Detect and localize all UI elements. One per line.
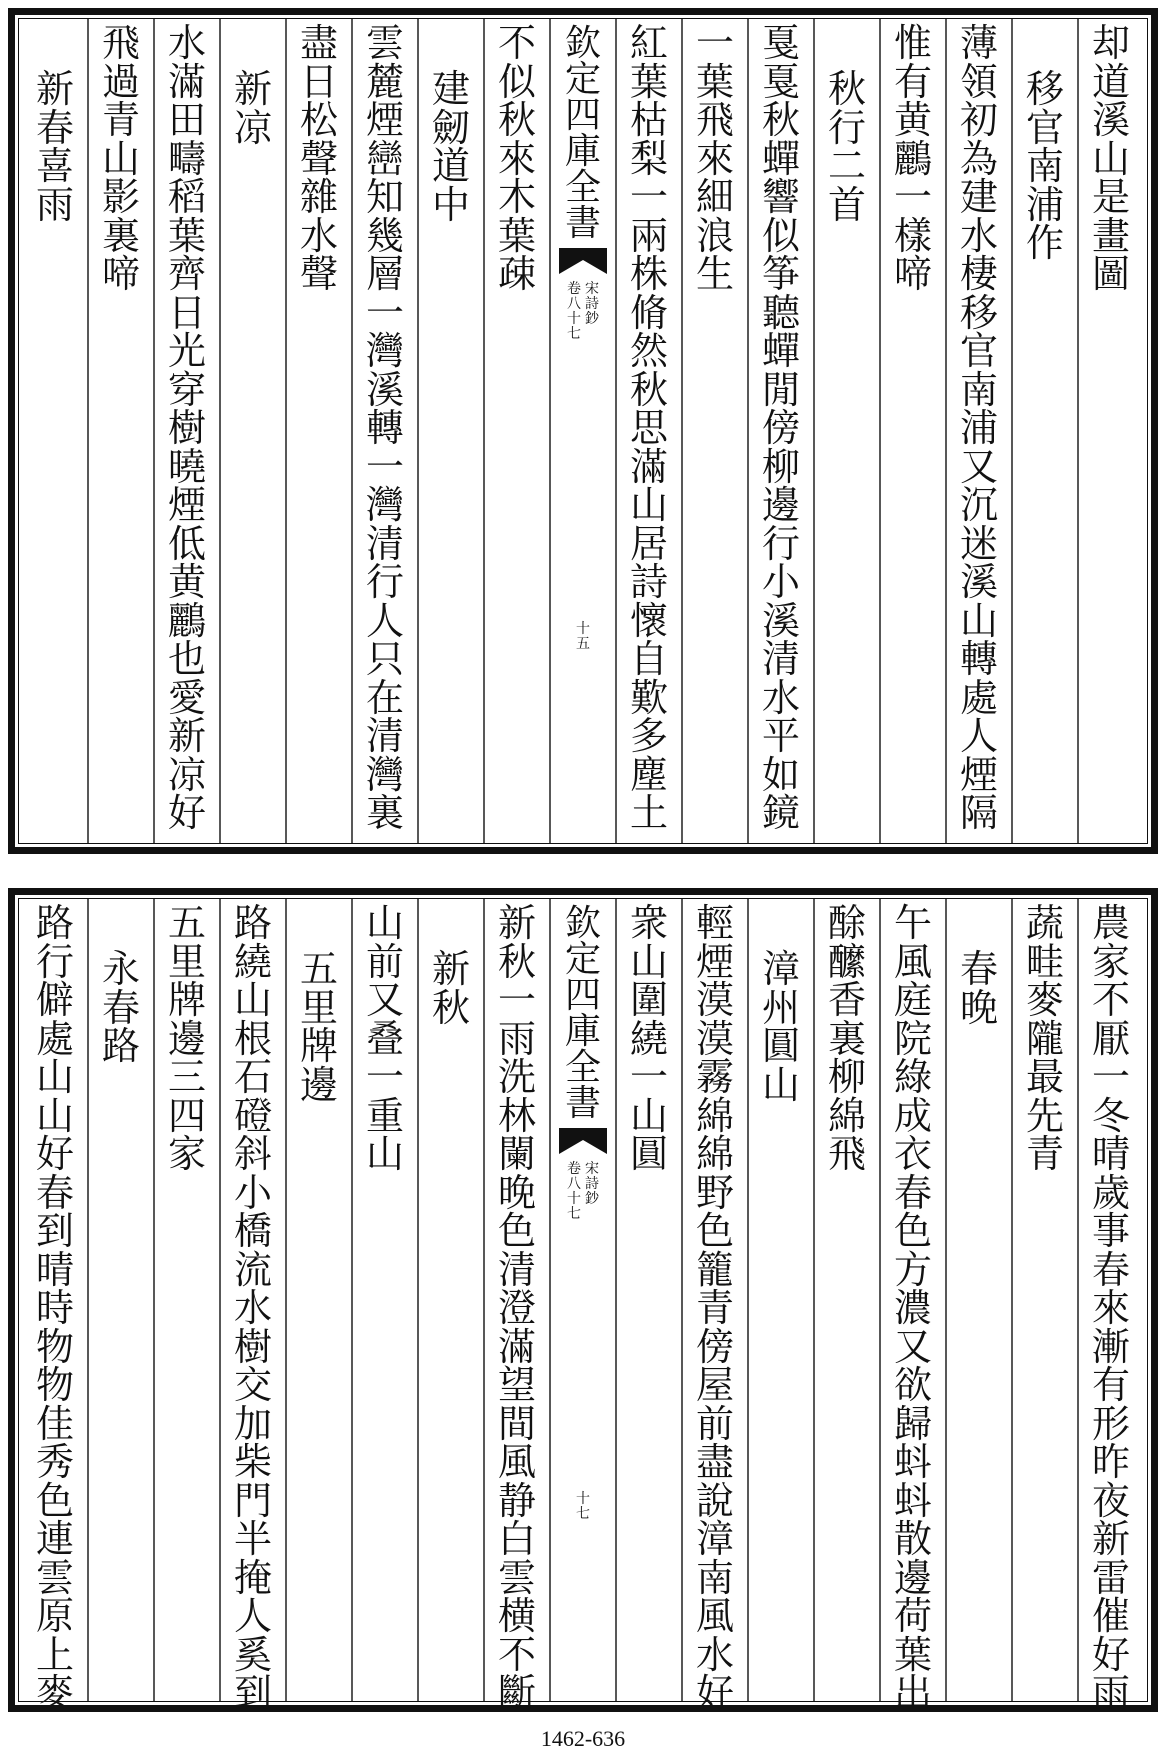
text-column: 酴 醿 香 裏 柳 綿 飛 — [827, 901, 866, 1176]
text-column: 一 葉 飛 來 細 浪 生 — [695, 21, 734, 296]
text-column: 衆 山 圍 繞 一 山 圓 — [629, 901, 668, 1176]
text-column: 蔬 畦 麥 隴 最 先 青 — [1025, 901, 1064, 1176]
text-column: 盡 日 松 聲 雜 水 聲 — [299, 21, 338, 296]
fold-center — [550, 903, 616, 1522]
text-column: 新 秋 一 雨 洗 林 闌 晚 色 清 澄 滿 望 間 風 静 白 雲 横 不 斷 — [497, 901, 536, 1715]
text-column: 不 似 秋 來 木 葉 疎 — [497, 21, 536, 296]
text-column: 午 風 庭 院 綠 成 衣 春 色 方 濃 又 欲 歸 蚪 蚪 散 邊 荷 葉 出 — [893, 901, 932, 1715]
text-column: 山 前 又 叠 一 重 山 — [365, 901, 404, 1176]
text-column: 秋 行 二 首 — [827, 67, 866, 227]
page-number: 1462-636 — [540, 1726, 626, 1751]
text-column: 新 凉 — [233, 67, 272, 150]
fold-volume: 卷 八 十 七 — [567, 1161, 581, 1222]
text-column: 移 官 南 浦 作 — [1025, 67, 1064, 265]
text-column: 輕 煙 漠 漠 霧 綿 綿 野 色 籠 青 傍 屋 前 盡 說 漳 南 風 水 好 — [695, 901, 734, 1715]
text-column: 路 行 僻 處 山 山 好 春 到 晴 時 物 物 佳 秀 色 連 雲 原 上 麥 — [35, 901, 74, 1715]
text-column: 飛 過 青 山 影 裏 啼 — [101, 21, 140, 296]
fold-leaf-number: 十 七 — [576, 1491, 590, 1522]
fold-book: 宋 詩 鈔 — [585, 1161, 599, 1207]
text-column: 紅 葉 枯 梨 一 兩 株 脩 然 秋 思 滿 山 居 詩 懷 自 歎 多 塵 土 — [629, 21, 668, 835]
text-column: 新 春 喜 雨 — [35, 67, 74, 227]
fold-center — [550, 23, 616, 652]
fold-book: 宋 詩 鈔 — [585, 281, 599, 327]
text-column: 永 春 路 — [101, 947, 140, 1068]
text-column: 新 秋 — [431, 947, 470, 1030]
fishtail-mark — [559, 248, 607, 274]
text-column: 戛 戛 秋 蟬 響 似 筝 聽 蟬 閒 傍 柳 邊 行 小 溪 清 水 平 如 鏡 — [761, 21, 800, 835]
text-column: 五 里 牌 邊 三 四 家 — [167, 901, 206, 1176]
text-column: 五 里 牌 邊 — [299, 947, 338, 1107]
fold-leaf-number: 十 五 — [576, 621, 590, 652]
text-column: 漳 州 圓 山 — [761, 947, 800, 1107]
fold-title: 欽 定 四 庫 全 書 — [564, 23, 601, 244]
text-column: 薄 領 初 為 建 水 棲 移 官 南 浦 又 沉 迷 溪 山 轉 處 人 煙 隔 — [959, 21, 998, 835]
text-column: 春 晚 — [959, 947, 998, 1030]
fishtail-mark — [559, 1128, 607, 1154]
text-column: 水 滿 田 疇 稻 葉 齊 日 光 穿 樹 曉 煙 低 黄 鸝 也 愛 新 凉 好 — [167, 21, 206, 835]
text-column: 建 劒 道 中 — [431, 67, 470, 227]
text-column: 雲 麓 煙 巒 知 幾 層 一 灣 溪 轉 一 灣 清 行 人 只 在 清 灣 裏 — [365, 21, 404, 835]
fold-title: 欽 定 四 庫 全 書 — [564, 903, 601, 1124]
text-column: 路 繞 山 根 石 磴 斜 小 橋 流 水 樹 交 加 柴 門 半 掩 人 奚 到 — [233, 901, 272, 1715]
text-column: 惟 有 黄 鸝 一 樣 啼 — [893, 21, 932, 296]
fold-volume: 卷 八 十 七 — [567, 281, 581, 342]
text-column: 却 道 溪 山 是 畫 圖 — [1091, 21, 1130, 296]
page-half — [0, 0, 1166, 862]
page-half — [0, 880, 1166, 1720]
text-column: 農 家 不 厭 一 冬 晴 歲 事 春 來 漸 有 形 昨 夜 新 雷 催 好 雨 — [1091, 901, 1130, 1715]
